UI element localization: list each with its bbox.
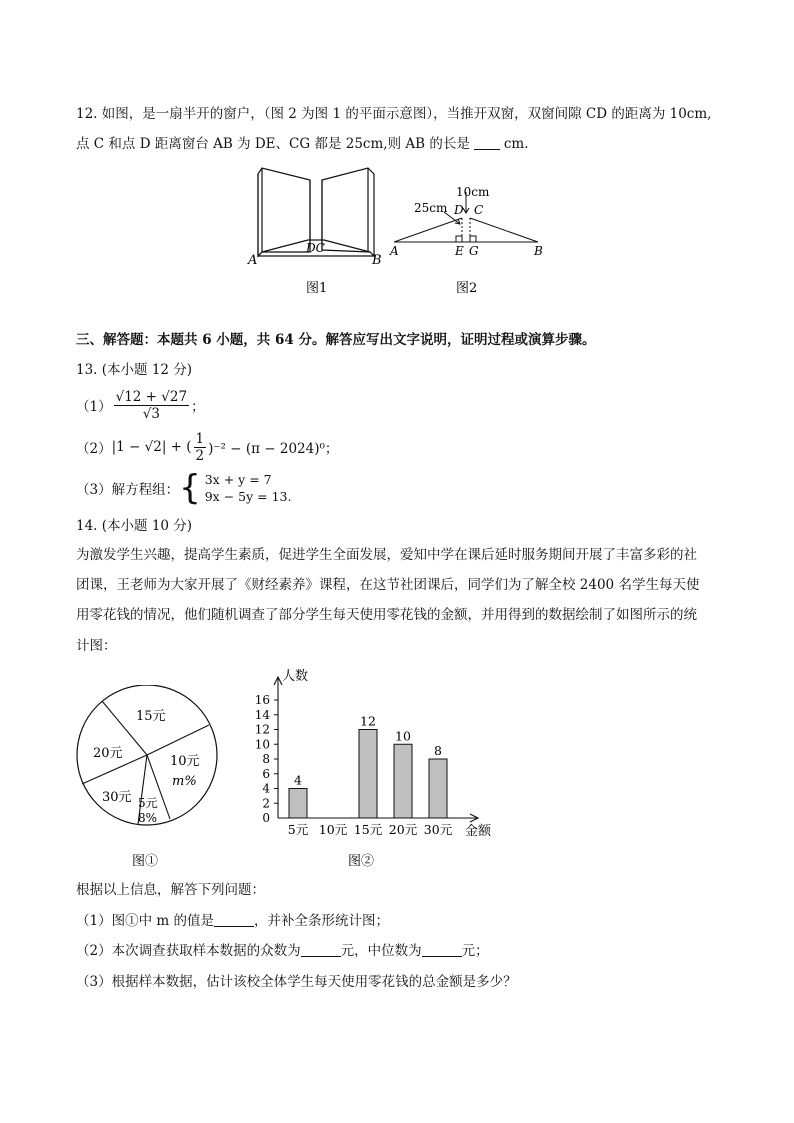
q14-s2-text-end: 元； xyxy=(461,943,489,959)
bar-value-label: 8 xyxy=(434,743,442,758)
fig1-label-dc: DC xyxy=(306,241,325,255)
q14-intro: 根据以上信息，解答下列问题： xyxy=(76,882,265,898)
q13-p2-label: （2） xyxy=(76,441,112,457)
section-heading: 三、解答题：本题共 6 小题，共 64 分。解答应写出文字说明，证明过程或演算步骤。 xyxy=(76,332,596,348)
q14-para-line1: 为激发学生兴趣，提高学生素质，促进学生全面发展，爱知中学在课后延时服务期间开展了丰富多彩的社 xyxy=(76,547,697,563)
bar-value-label: 4 xyxy=(294,772,302,788)
q14-para-line4: 计图： xyxy=(76,638,117,654)
answer-blank xyxy=(474,135,500,150)
q12-line2-text: 点 C 和点 D 距离窗台 AB 为 DE、CG 都是 25cm,则 AB 的长是 xyxy=(76,136,470,152)
fig2-label-a: A xyxy=(390,244,399,258)
q13-p2-frac-numerator: 1 xyxy=(195,430,205,447)
q12-line2 xyxy=(76,134,528,154)
y-tick-label: 8 xyxy=(262,752,270,766)
bar xyxy=(394,744,412,818)
q13-p1-numerator: √12 + √27 xyxy=(115,388,188,405)
q14-subq2 xyxy=(76,941,489,961)
answer-blank xyxy=(214,912,254,927)
pie-label-8: 8% xyxy=(138,811,158,825)
pie-chart xyxy=(74,685,224,875)
fig2-label-b: B xyxy=(534,244,543,258)
q13-title: 13. (本小题 12 分) xyxy=(76,362,193,378)
q13-p1-fraction xyxy=(114,389,189,422)
q14-subq1 xyxy=(76,911,389,931)
pie-label-20: 20元 xyxy=(93,746,123,761)
q13-p1-end: ； xyxy=(191,399,205,415)
x-tick-label: 5元 xyxy=(287,822,309,837)
q13-p1-denominator: √3 xyxy=(142,405,160,422)
answer-blank xyxy=(301,942,341,957)
q12-line2-end: cm. xyxy=(503,136,529,152)
pie-label-m: m% xyxy=(172,774,197,789)
q12-line1: 12. 如图，是一扇半开的窗户，（图 2 为图 1 的平面示意图），当推开双窗，双窗间隙 CD 的距离为 10cm, xyxy=(76,106,712,122)
system-brace: { xyxy=(179,468,201,508)
fig2-caption: 图2 xyxy=(456,281,478,296)
fig1-label-b: B xyxy=(372,253,382,268)
q13-p2-expr-a: |1 − √2| + ( xyxy=(111,439,192,455)
y-tick-label: 0 xyxy=(262,811,270,825)
x-axis-label: 金额 xyxy=(465,824,492,839)
bar-value-label: 12 xyxy=(360,713,376,729)
window-figure-2 xyxy=(384,180,550,300)
y-tick-label: 14 xyxy=(254,707,270,722)
window-figure-1 xyxy=(244,160,390,300)
answer-blank xyxy=(422,942,462,957)
q13-p3-eq1: 3x + y = 7 xyxy=(204,472,272,487)
q13-p2-fraction xyxy=(194,431,207,464)
x-tick-label: 30元 xyxy=(423,822,453,837)
fig2-label-top: 10cm xyxy=(456,185,490,199)
bar-chart-caption: 图② xyxy=(348,854,375,869)
y-tick-label: 10 xyxy=(254,737,270,752)
q13-p3-eq2 xyxy=(205,488,292,505)
y-tick-label: 12 xyxy=(254,722,270,737)
bar xyxy=(359,730,377,819)
fig2-label-e: E xyxy=(455,244,464,258)
pie-caption: 图① xyxy=(132,854,159,869)
y-tick-label: 6 xyxy=(262,766,270,781)
pie-label-10: 10元 xyxy=(170,754,200,769)
fig2-label-side: 25cm xyxy=(414,201,448,215)
fig2-label-g: G xyxy=(469,244,479,258)
q14-subq3: （3）根据样本数据，估计该校全体学生每天使用零花钱的总金额是多少？ xyxy=(76,974,517,990)
q13-part2 xyxy=(76,428,338,466)
x-tick-label: 15元 xyxy=(353,822,383,837)
bar-chart xyxy=(250,660,510,875)
q13-p2-frac-denominator: 2 xyxy=(195,447,205,464)
equation-system xyxy=(205,471,292,505)
x-tick-label: 10元 xyxy=(318,822,348,837)
fig1-caption: 图1 xyxy=(306,281,328,296)
bar-value-label: 10 xyxy=(395,728,411,744)
q14-s1-text: （1）图①中 m 的值是 xyxy=(76,913,214,929)
pie-label-15: 15元 xyxy=(136,709,166,724)
q13-p1-label: （1） xyxy=(76,399,112,415)
q13-p3-end: . xyxy=(287,489,292,504)
y-axis-label: 人数 xyxy=(282,669,309,684)
q14-para-line3: 用零花钱的情况，他们随机调查了部分学生每天使用零花钱的金额，并用得到的数据绘制了如图所示的统 xyxy=(76,607,697,623)
q14-s2-text: （2）本次调查获取样本数据的众数为 xyxy=(76,943,301,959)
pie-label-30: 30元 xyxy=(102,790,132,805)
q14-para-line2: 团课，王老师为大家开展了《财经素养》课程，在这节社团课后，同学们为了解全校 2400 名学生每天使 xyxy=(76,577,700,593)
q13-p2-expr-b: )⁻² − (π − 2024)⁰； xyxy=(208,441,339,457)
fig2-label-d: D xyxy=(454,203,464,217)
q13-part3 xyxy=(76,470,291,506)
bar xyxy=(429,759,447,818)
y-tick-label: 2 xyxy=(262,796,270,811)
bar xyxy=(289,789,307,819)
fig1-label-a: A xyxy=(248,253,258,268)
fig2-label-c: C xyxy=(474,203,484,217)
q14-s1-text-end: ，并补全条形统计图； xyxy=(253,913,389,929)
pie-label-5: 5元 xyxy=(138,796,158,810)
y-tick-label: 4 xyxy=(262,781,270,796)
q14-title: 14. (本小题 10 分) xyxy=(76,518,193,534)
y-tick-label: 16 xyxy=(254,693,270,707)
q13-p3-label: （3）解方程组： xyxy=(76,482,180,498)
q14-s2-text-mid: 元，中位数为 xyxy=(340,943,422,959)
q13-p3-eq2-text: 9x − 5y = 13 xyxy=(204,489,288,504)
q13-part1 xyxy=(76,385,205,425)
x-tick-label: 20元 xyxy=(388,822,418,837)
